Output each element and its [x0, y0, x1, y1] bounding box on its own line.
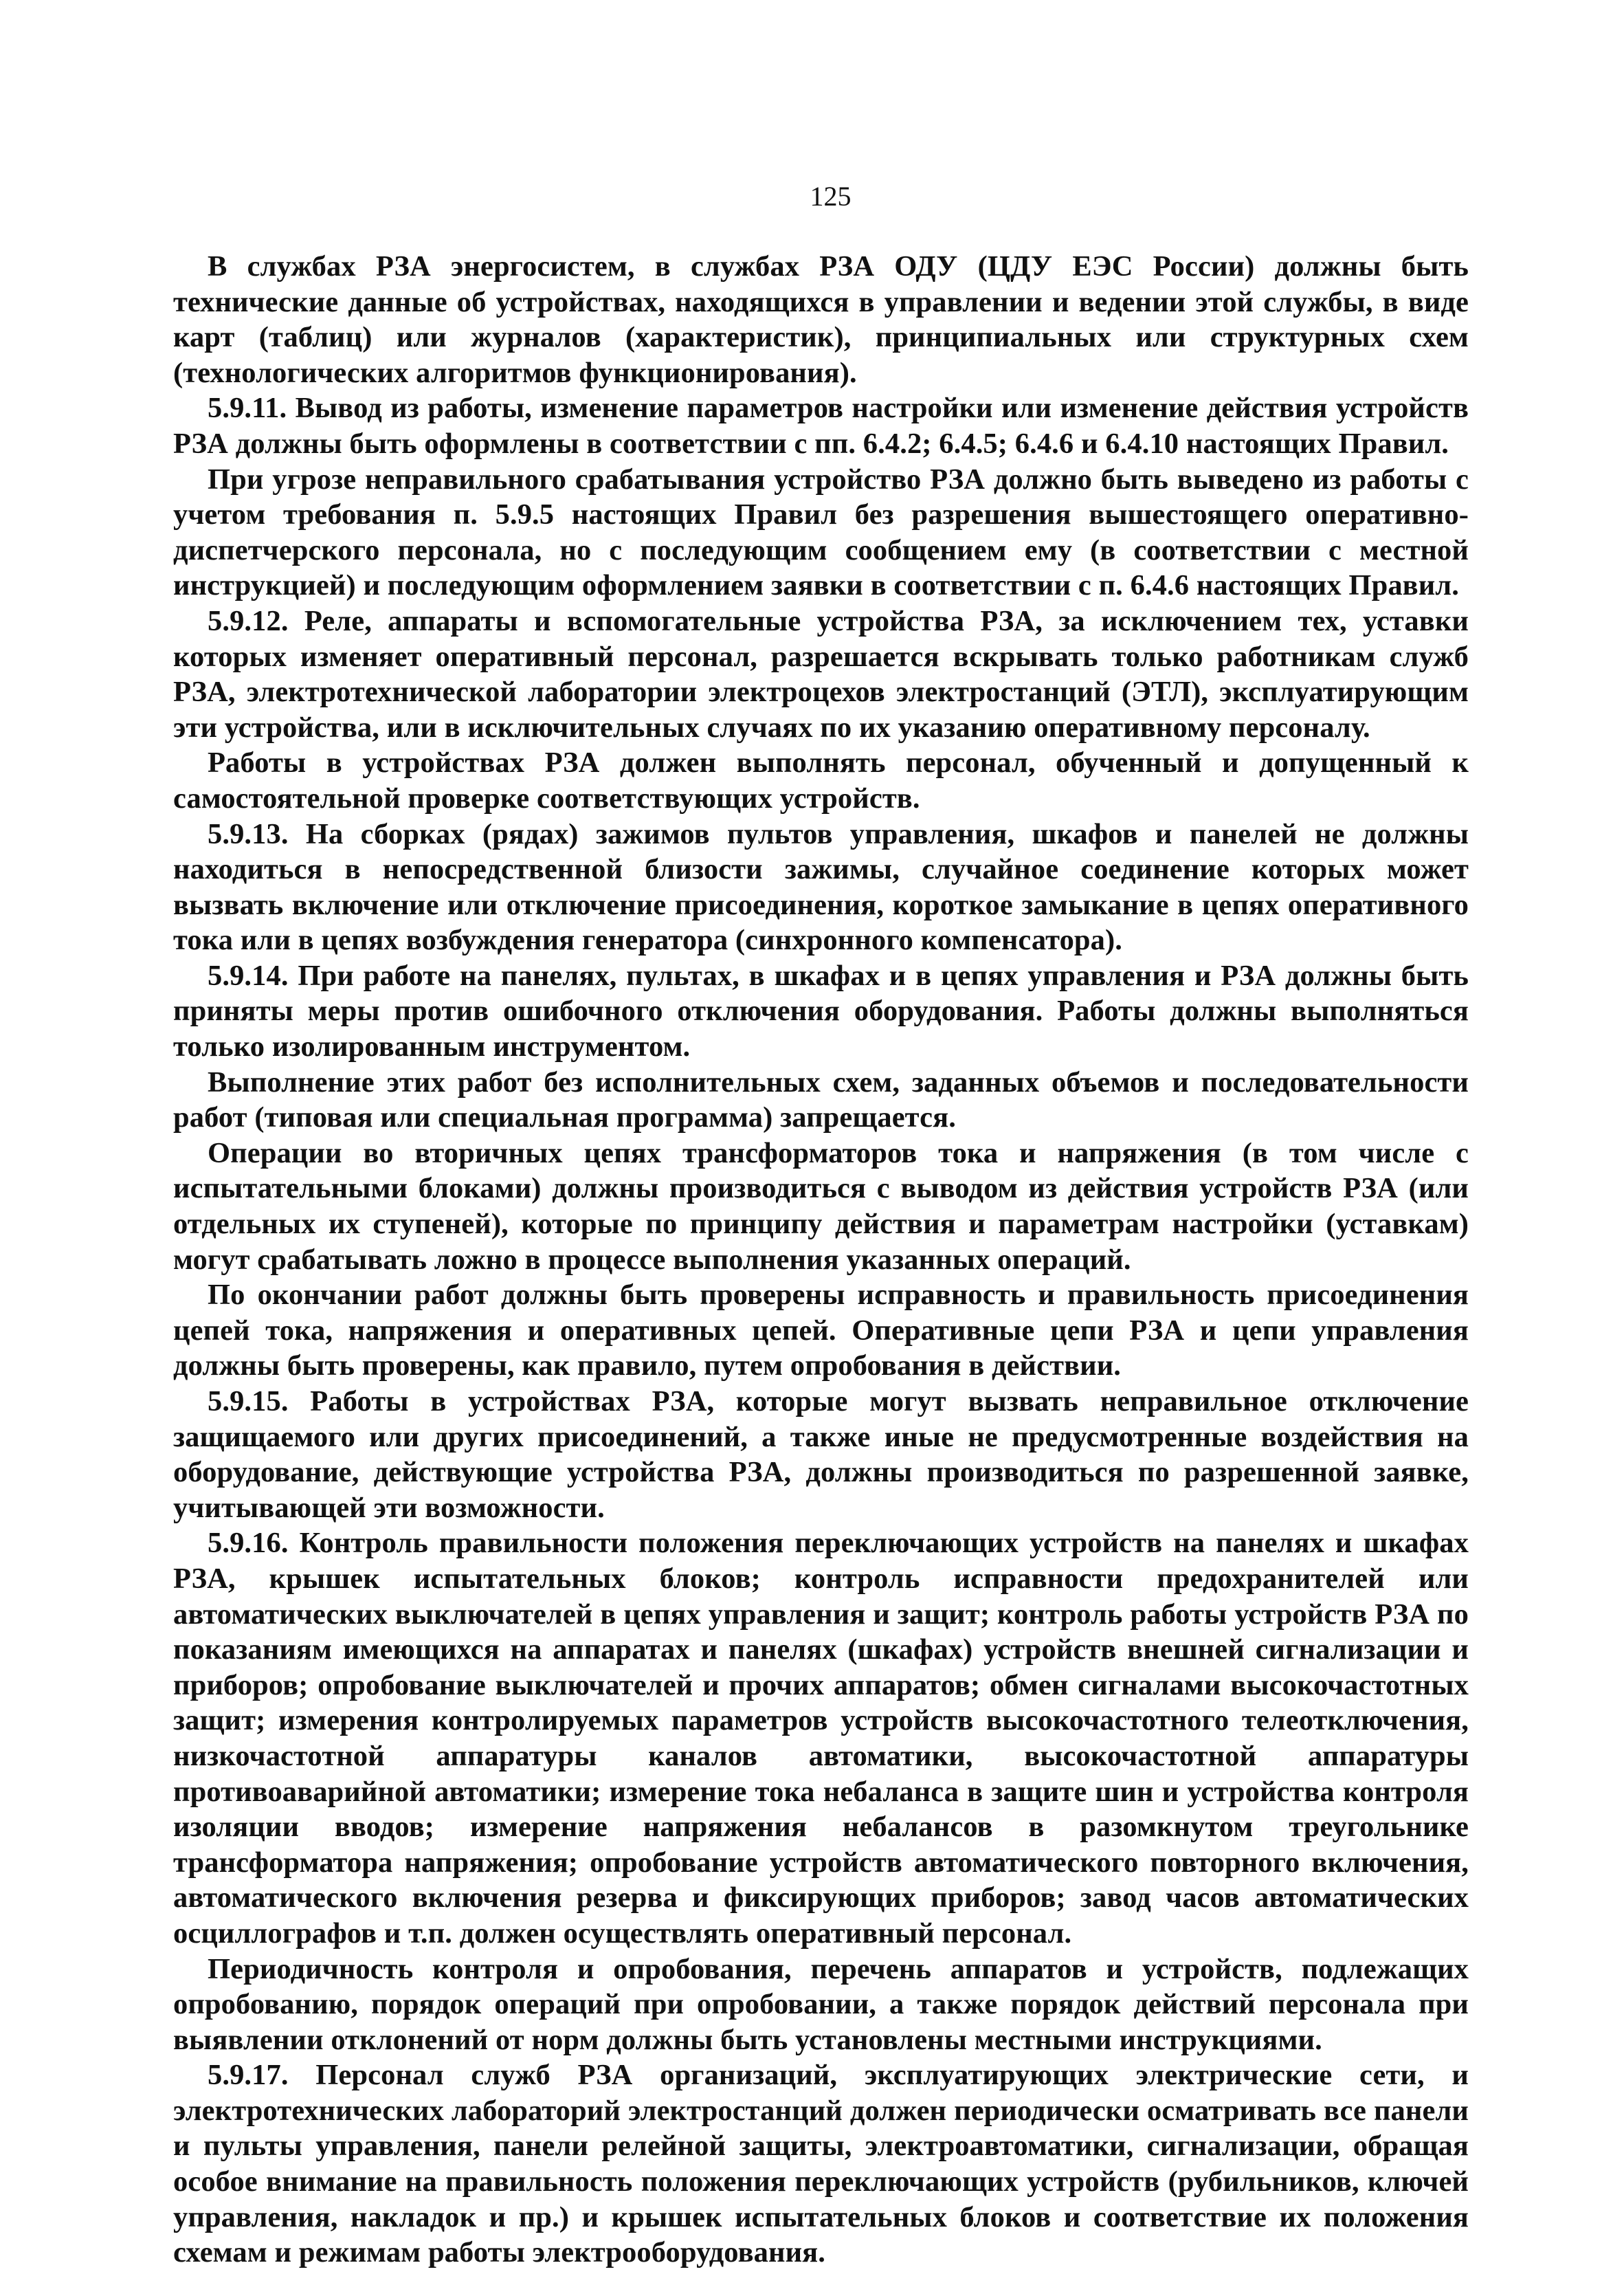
paragraph-5-9-11: 5.9.11. Вывод из работы, изменение параметров настройки или изменение действия устройств РЗА должны быть оформлены в соответствии с пп. 6.4.2; 6.4.5; 6.4.6 и 6.4.10 настоящих Правил. — [173, 392, 1469, 460]
paragraph-after-work-check: По окончании работ должны быть проверены исправность и правильность присоединения цепей тока, напряжения и оперативных цепей. Оперативные цепи РЗА и цепи управления должны быть проверены, как правило, путем опробования в действии. — [173, 1279, 1469, 1382]
paragraph-5-9-14: 5.9.14. При работе на панелях, пультах, в шкафах и в цепях управления и РЗА должны быть приняты меры против ошибочного отключения оборудования. Работы должны выполняться только изолированным инструментом. — [173, 959, 1469, 1063]
page-number: 125 — [810, 181, 852, 212]
paragraph-work-programs: Выполнение этих работ без исполнительных схем, заданных объемов и последовательности работ (типовая или специальная программа) запрещается. — [173, 1066, 1469, 1134]
paragraph-5-9-13: 5.9.13. На сборках (рядах) зажимов пультов управления, шкафов и панелей не должны находиться в непосредственной близости зажимы, случайное соединение которых может вызвать включение или отключение присоединения, короткое замыкание в цепях оперативного тока или в цепях возбуждения генератора (синхронного компенсатора). — [173, 817, 1469, 957]
paragraph-5-9-16: 5.9.16. Контроль правильности положения переключающих устройств на панелях и шкафах РЗА, крышек испытательных блоков; контроль исправности предохранителей или автоматических выключателей в цепях управления и защит; контроль работы устройств РЗА по показаниям имеющихся на аппаратах и панелях (шкафах) устройств внешней сигнализации и приборов; опробование выключателей и прочих аппаратов; обмен сигналами высокочастотных защит; измерения контролируемых параметров устройств высокочастотного телеотключения, низкочастотной аппаратуры каналов автоматики, высокочастотной аппаратуры противоаварийной автоматики; измерение тока небаланса в защите шин и устройства контроля изоляции вводов; измерение напряжения небалансов в разомкнутом треугольнике трансформатора напряжения; опробование устройств автоматического повторного включения, автоматического включения резерва и фиксирующих приборов; завод часов автоматических осциллографов и т.п. должен осуществлять оперативный персонал. — [173, 1527, 1469, 1950]
paragraph-qualified-personnel: Работы в устройствах РЗА должен выполнять персонал, обученный и допущенный к самостоятельной проверке соответствующих устройств. — [173, 747, 1469, 815]
paragraph-5-9-12: 5.9.12. Реле, аппараты и вспомогательные устройства РЗА, за исключением тех, уставки которых изменяет оперативный персонал, разрешается вскрывать только работникам служб РЗА, электротехнической лаборатории электроцехов электростанций (ЭТЛ), эксплуатирующим эти устройства, или в исключительных случаях по их указанию оперативному персоналу. — [173, 604, 1469, 744]
paragraph-false-trip-threat: При угрозе неправильного срабатывания устройство РЗА должно быть выведено из работы с учетом требования п. 5.9.5 настоящих Правил без разрешения вышестоящего оперативно-диспетчерского персонала, но с последующим сообщением ему (в соответствии с местной инструкцией) и последующим оформлением заявки в соответствии с п. 6.4.6 настоящих Правил. — [173, 463, 1469, 602]
paragraph-5-9-17: 5.9.17. Персонал служб РЗА организаций, эксплуатирующих электрические сети, и электротехнических лабораторий электростанций должен периодически осматривать все панели и пульты управления, панели релейной защиты, электроавтоматики, сигнализации, обращая особое внимание на правильность положения переключающих устройств (рубильников, ключей управления, накладок и пр.) и крышек испытательных блоков и соответствие их положения схемам и режимам работы электрооборудования. — [173, 2059, 1469, 2269]
paragraph-rza-technical-data: В службах РЗА энергосистем, в службах РЗА ОДУ (ЦДУ ЕЭС России) должны быть технические данные об устройствах, находящихся в управлении и ведении этой службы, в виде карт (таблиц) или журналов (характеристик), принципиальных или структурных схем (технологических алгоритмов функционирования). — [173, 250, 1469, 389]
document-page — [173, 180, 1469, 2271]
paragraph-secondary-circuits: Операции во вторичных цепях трансформаторов тока и напряжения (в том числе с испытательными блоками) должны производиться с выводом из действия устройств РЗА (или отдельных их ступеней), которые по принципу действия и параметрам настройки (уставкам) могут срабатывать ложно в процессе выполнения указанных операций. — [173, 1136, 1469, 1276]
paragraph-periodicity: Периодичность контроля и опробования, перечень аппаратов и устройств, подлежащих опробованию, порядок операций при опробовании, а также порядок действий персонала при выявлении отклонений от норм должны быть установлены местными инструкциями. — [173, 1952, 1469, 2056]
paragraph-5-9-15: 5.9.15. Работы в устройствах РЗА, которые могут вызвать неправильное отключение защищаемого или других присоединений, а также иные не предусмотренные воздействия на оборудование, действующие устройства РЗА, должны производиться по разрешенной заявке, учитывающей эти возможности. — [173, 1385, 1469, 1524]
